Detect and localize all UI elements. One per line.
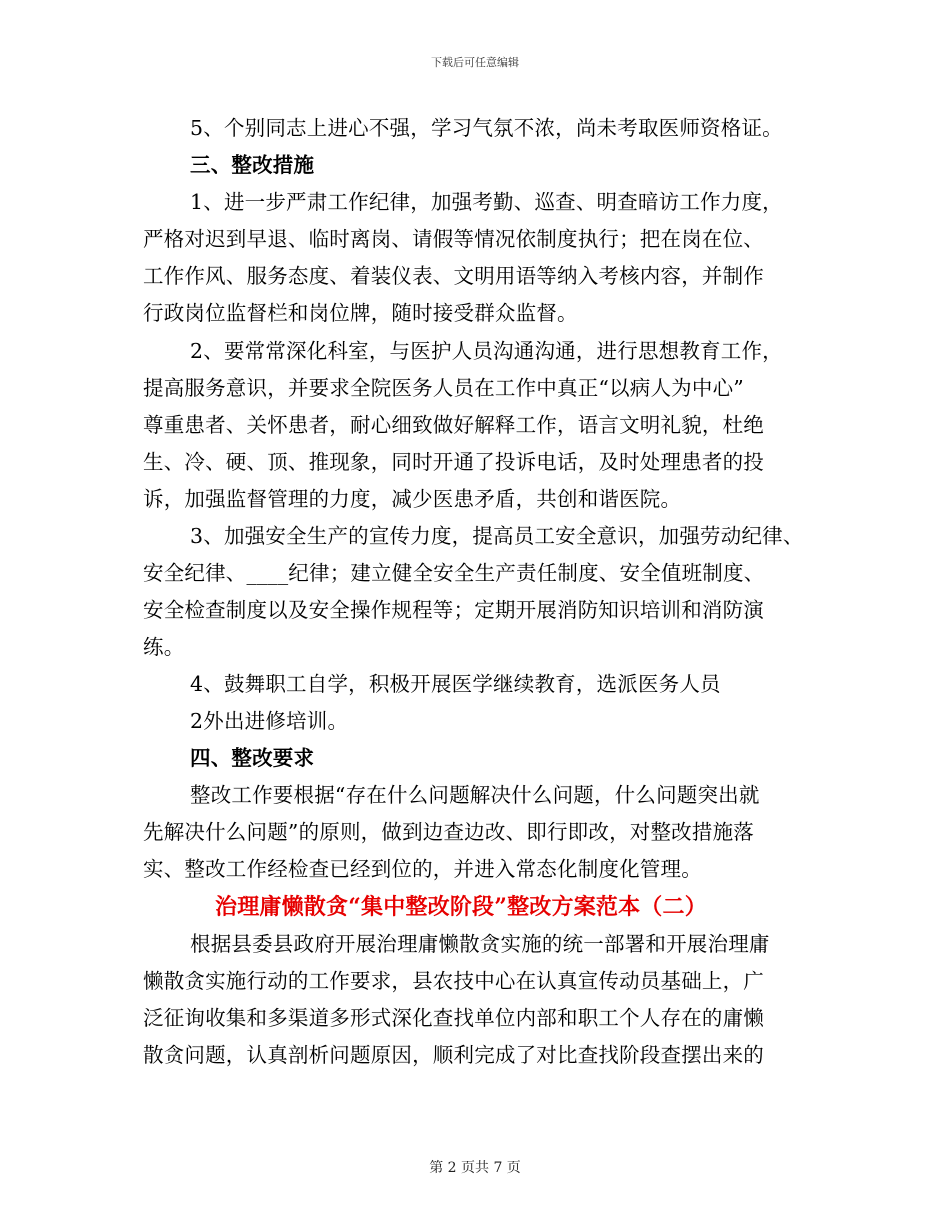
paragraph-line: 工作作风、服务态度、着装仪表、文明用语等纳入考核内容，并制作 bbox=[143, 264, 764, 288]
document-title: 治理庸懒散贪“集中整改阶段”整改方案范本（二） bbox=[215, 894, 707, 920]
paragraph-line: 2外出进修培训。 bbox=[190, 709, 349, 733]
paragraph-line: 1、进一步严肃工作纪律，加强考勤、巡查、明查暗访工作力度， bbox=[190, 190, 783, 214]
section-heading: 四、整改要求 bbox=[190, 746, 315, 770]
paragraph-line: 懒散贪实施行动的工作要求，县农技中心在认真宣传动员基础上，广 bbox=[143, 969, 764, 993]
paragraph-line: 严格对迟到早退、临时离岗、请假等情况依制度执行；把在岗在位、 bbox=[143, 227, 764, 251]
paragraph-line: 实、整改工作经检查已经到位的，并进入常态化制度化管理。 bbox=[143, 857, 702, 881]
section-heading: 三、整改措施 bbox=[190, 153, 315, 177]
paragraph-line: 泛征询收集和多渠道多形式深化查找单位内部和职工个人存在的庸懒 bbox=[143, 1006, 764, 1030]
paragraph-line: 安全纪律、____纪律；建立健全安全生产责任制度、安全值班制度、 bbox=[143, 561, 765, 585]
paragraph-line: 根据县委县政府开展治理庸懒散贪实施的统一部署和开展治理庸 bbox=[190, 932, 770, 956]
paragraph-line: 提高服务意识，并要求全院医务人员在工作中真正“以病人为中心” bbox=[143, 376, 744, 400]
page-header: 下载后可任意编辑 bbox=[431, 56, 519, 69]
paragraph-line: 4、鼓舞职工自学，积极开展医学继续教育，选派医务人员 bbox=[190, 672, 721, 696]
paragraph-line: 3、加强安全生产的宣传力度，提高员工安全意识，加强劳动纪律、 bbox=[190, 524, 804, 548]
paragraph-line: 诉，加强监督管理的力度，减少医患矛盾，共创和谐医院。 bbox=[143, 487, 682, 511]
paragraph-line: 整改工作要根据“存在什么问题解决什么问题，什么问题突出就 bbox=[190, 783, 760, 807]
paragraph-line: 行政岗位监督栏和岗位牌，随时接受群众监督。 bbox=[143, 301, 578, 325]
paragraph-line: 练。 bbox=[143, 635, 185, 659]
page-footer: 第 2 页共 7 页 bbox=[429, 1160, 521, 1176]
paragraph-line: 生、冷、硬、顶、推现象，同时开通了投诉电话，及时处理患者的投 bbox=[143, 450, 764, 474]
paragraph-line: 散贪问题，认真剖析问题原因，顺利完成了对比查找阶段查摆出来的 bbox=[143, 1043, 764, 1067]
paragraph-line: 5、个别同志上进心不强，学习气氛不浓，尚未考取医师资格证。 bbox=[190, 116, 783, 140]
paragraph-line: 安全检查制度以及安全操作规程等；定期开展消防知识培训和消防演 bbox=[143, 598, 764, 622]
paragraph-line: 2、要常常深化科室，与医护人员沟通沟通，进行思想教育工作， bbox=[190, 339, 783, 363]
paragraph-line: 尊重患者、关怀患者，耐心细致做好解释工作，语言文明礼貌，杜绝 bbox=[143, 413, 764, 437]
paragraph-line: 先解决什么问题”的原则，做到边查边改、即行即改，对整改措施落 bbox=[143, 820, 754, 844]
